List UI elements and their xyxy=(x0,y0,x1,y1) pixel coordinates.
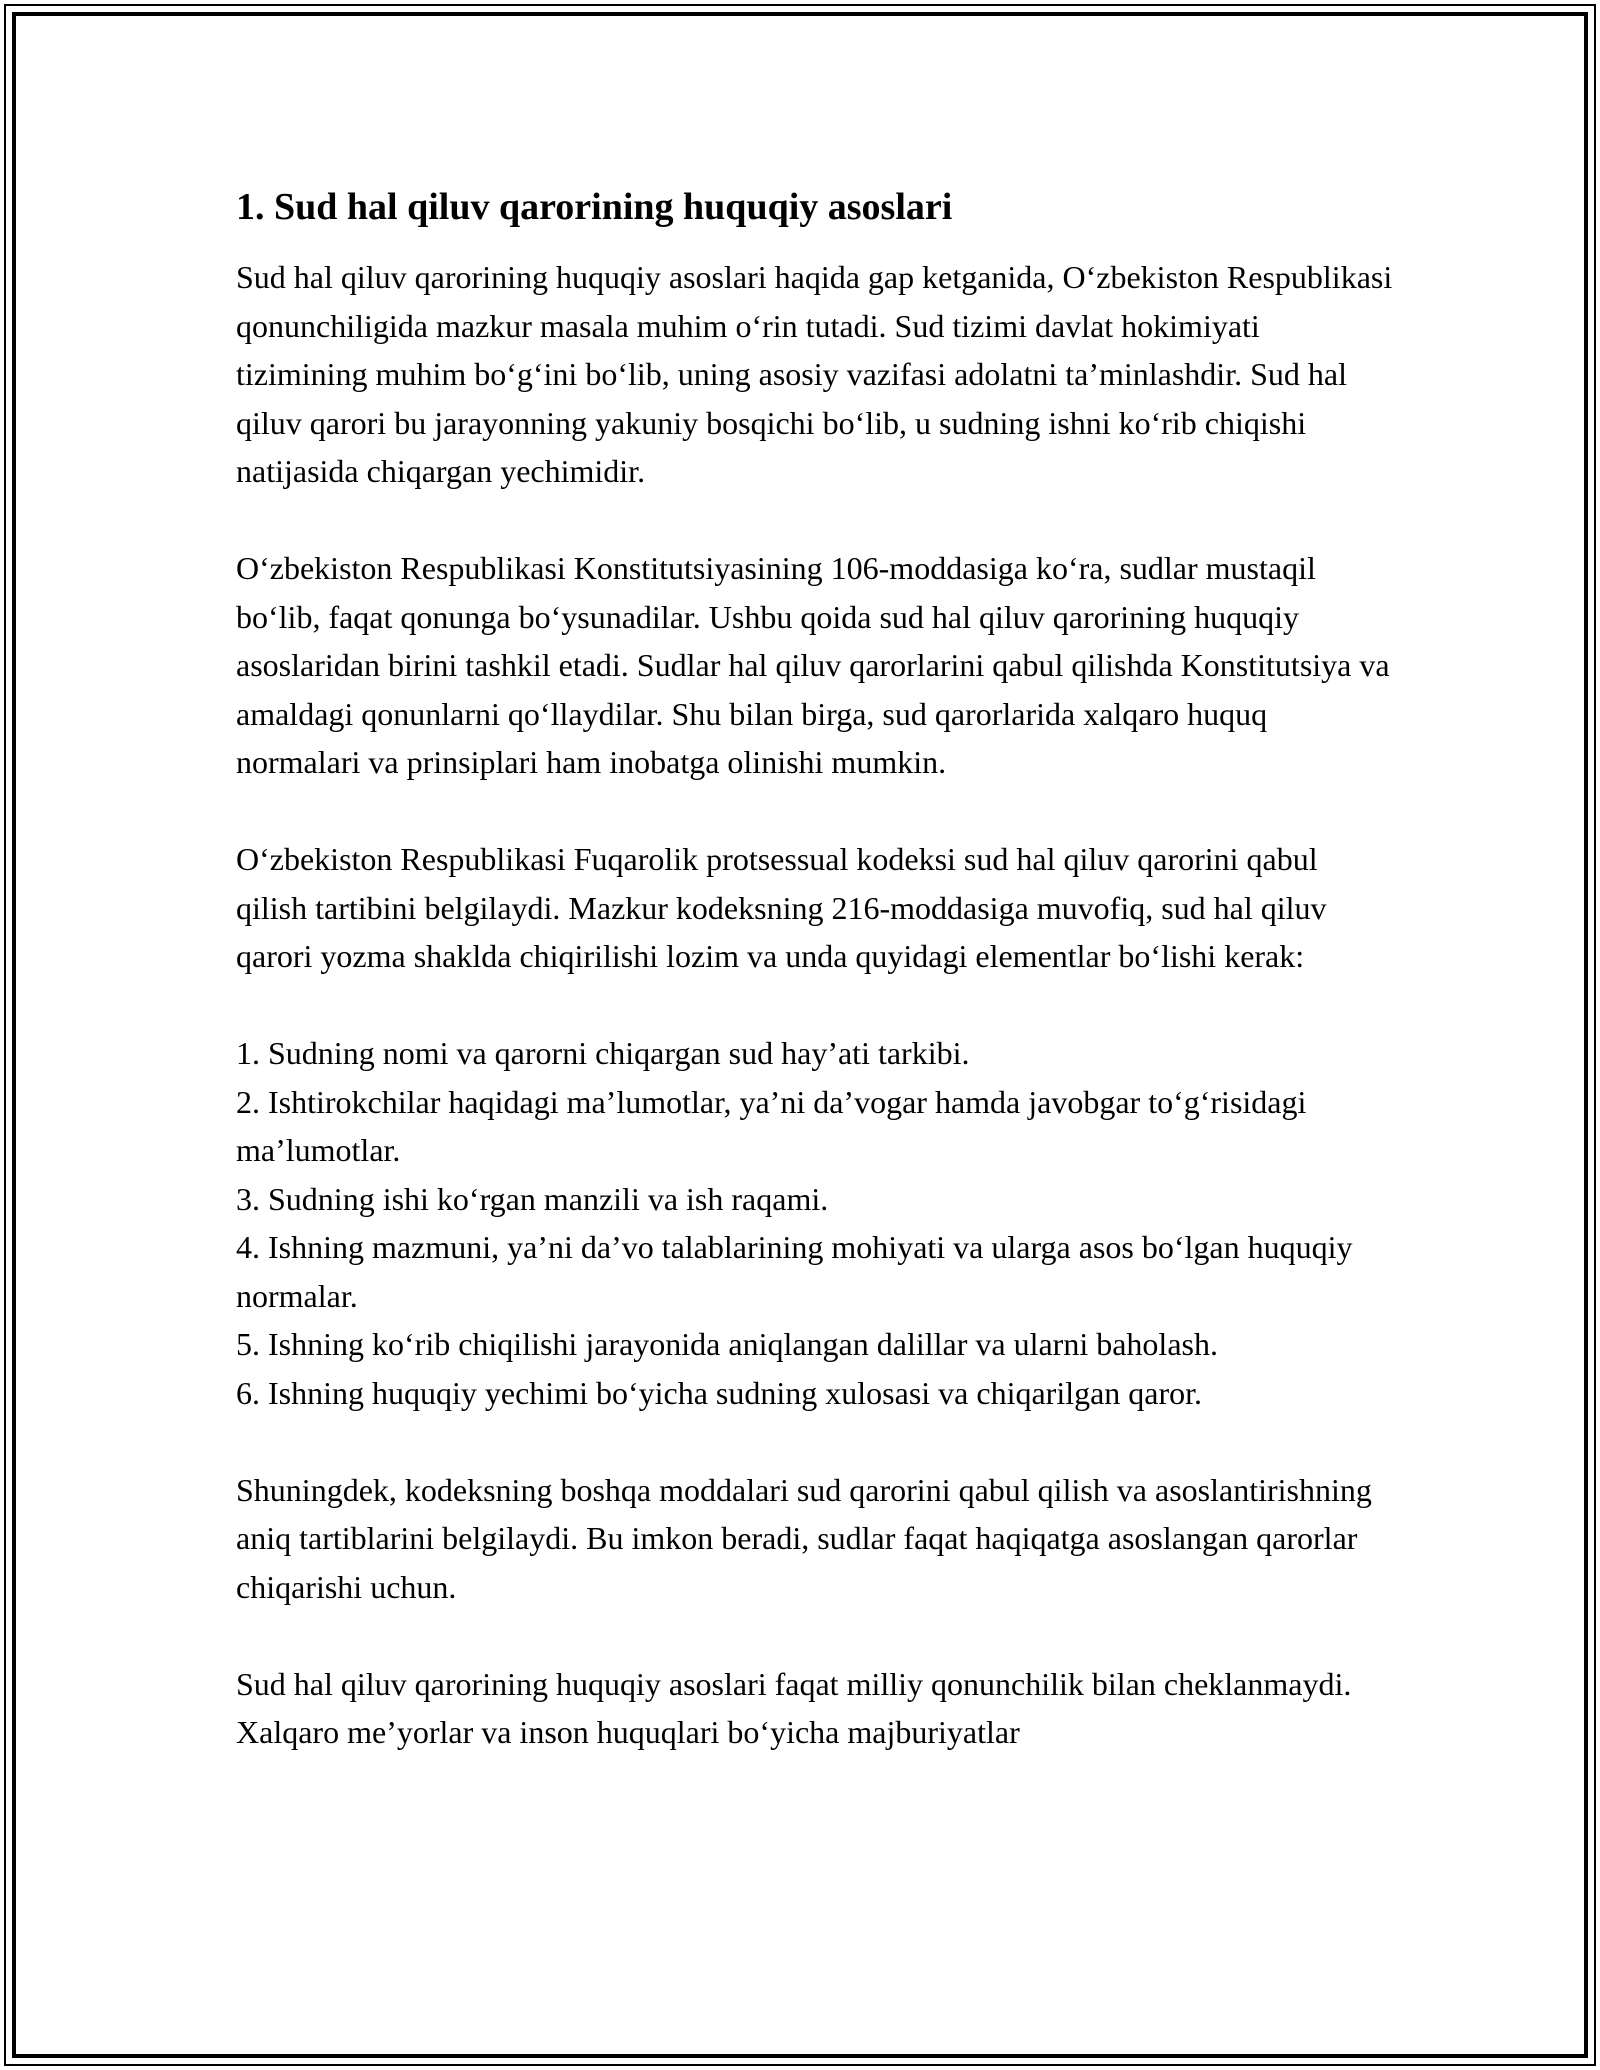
paragraph-constitution: O‘zbekiston Respublikasi Konstitutsiyasining 106-moddasiga ko‘ra, sudlar mustaqil bo‘lib, faqat qonunga bo‘ysunadilar. Ushbu qoida sud hal qiluv qarorining huquqiy asoslaridan birini tashkil etadi. Sudlar hal qiluv qarorlarini qabul qilishda Konstitutsiya va amaldagi qonunlarni qo‘llaydilar. Shu bilan birga, sud qarorlarida xalqaro huquq normalari va prinsiplari ham inobatga olinishi mumkin. xyxy=(236,550,1390,780)
list-item: 1. Sudning nomi va qarorni chiqargan sud hay’ati tarkibi. xyxy=(236,1035,970,1071)
section-heading: 1. Sud hal qiluv qarorining huquqiy asoslari xyxy=(236,186,953,228)
list-item: 3. Sudning ishi ko‘rgan manzili va ish raqami. xyxy=(236,1180,829,1217)
list-item: 5. Ishning ko‘rib chiqilishi jarayonida aniqlangan dalillar va ularni baholash. xyxy=(236,1326,1218,1362)
paragraph-intro: Sud hal qiluv qarorining huquqiy asoslari haqida gap ketganida, O‘zbekiston Respublikasi qonunchiligida mazkur masala muhim o‘rin tutadi. Sud tizimi davlat hokimiyati tizimining muhim bo‘g‘ini bo‘lib, uning asosiy vazifasi adolatni ta’minlashdir. Sud hal qiluv qarori bu jarayonning yakuniy bosqichi bo‘lib, u sudning ishni ko‘rib chiqishi natijasida chiqargan yechimidir. xyxy=(236,259,1393,489)
paragraph-international: Sud hal qiluv qarorining huquqiy asoslari faqat milliy qonunchilik bilan cheklanmaydi. Xalqaro me’yorlar va inson huquqlari bo‘yicha majburiyatlar xyxy=(236,1665,1352,1750)
paragraph-civil-code: O‘zbekiston Respublikasi Fuqarolik protsessual kodeksi sud hal qiluv qarorini qabul qilish tartibini belgilaydi. Mazkur kodeksning 216-moddasiga muvofiq, sud hal qiluv qarori yozma shaklda chiqirilishi lozim va unda quyidagi elementlar bo‘lishi kerak: xyxy=(236,841,1327,974)
list-item: 2. Ishtirokchilar haqidagi ma’lumotlar, ya’ni da’vogar hamda javobgar to‘g‘risidagi ma’lumotlar. xyxy=(236,1083,1307,1168)
required-elements-list xyxy=(236,1029,1396,1417)
list-item: 6. Ishning huquqiy yechimi bo‘yicha sudning xulosasi va chiqarilgan qaror. xyxy=(236,1374,1203,1411)
document-body xyxy=(236,183,1396,1805)
paragraph-other-articles: Shuningdek, kodeksning boshqa moddalari sud qarorini qabul qilish va asoslantirishning aniq tartiblarini belgilaydi. Bu imkon beradi, sudlar faqat haqiqatga asoslangan qarorlar chiqarishi uchun. xyxy=(236,1471,1372,1605)
list-item: 4. Ishning mazmuni, ya’ni da’vo talablarining mohiyati va ularga asos bo‘lgan huquqiy normalar. xyxy=(236,1229,1353,1314)
